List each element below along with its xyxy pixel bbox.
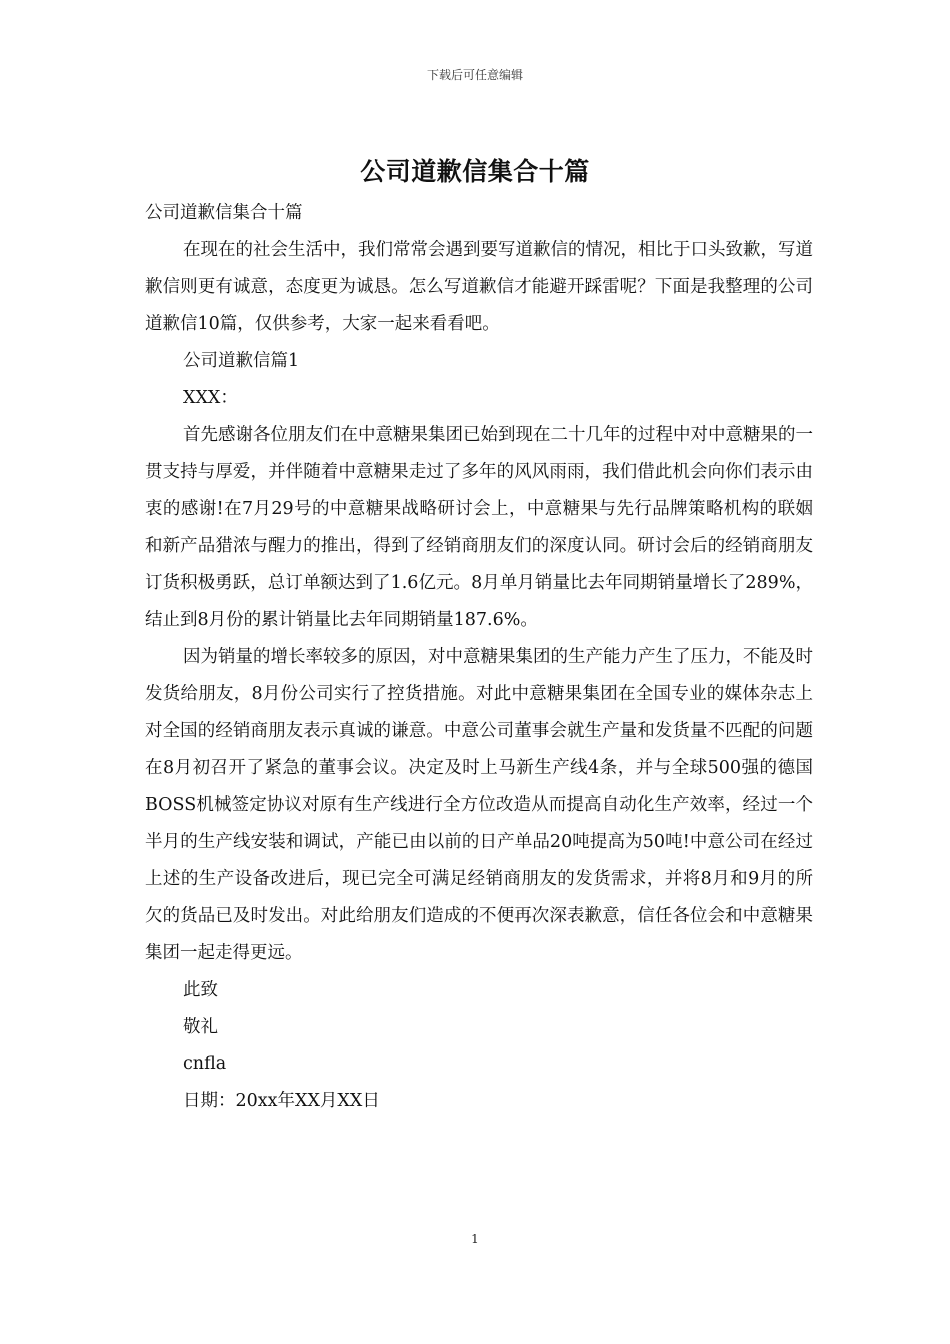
section-heading: 公司道歉信篇1 — [183, 351, 300, 371]
closing-line-1: 此致 — [183, 980, 218, 1000]
header-note: 下载后可任意编辑 — [426, 68, 523, 82]
signature: cnfla — [183, 1054, 227, 1074]
body-paragraph-1: 首先感谢各位朋友们在中意糖果集团已始到现在二十几年的过程中对中意糖果的一贯支持与厚爱，并伴随着中意糖果走过了多年的风风雨雨，我们借此机会向你们表示由衷的感谢!在7月29号的中意糖果战略研讨会上，中意糖果与先行品牌策略机构的联姻和新产品猎浓与醒力的推出，得到了经销商朋友们的深度认同。研讨会后的经销商朋友订货积极勇跃，总订单额达到了1.6亿元。8月单月销量比去年同期销量增长了289%，结止到8月份的累计销量比去年同期销量187.6%。 — [145, 425, 813, 630]
document-body — [145, 195, 813, 1120]
document-title: 公司道歉信集合十篇 — [360, 157, 590, 186]
intro-paragraph: 在现在的社会生活中，我们常常会遇到要写道歉信的情况，相比于口头致歉，写道歉信则更有诚意，态度更为诚恳。怎么写道歉信才能避开踩雷呢？下面是我整理的公司道歉信10篇，仅供参考，大家一起来看看吧。 — [145, 240, 813, 334]
date-line: 日期：20xx年XX月XX日 — [183, 1091, 380, 1111]
salutation: XXX： — [183, 388, 238, 408]
closing-line-2: 敬礼 — [183, 1017, 218, 1037]
body-paragraph-2: 因为销量的增长率较多的原因，对中意糖果集团的生产能力产生了压力，不能及时发货给朋友，8月份公司实行了控货措施。对此中意糖果集团在全国专业的媒体杂志上对全国的经销商朋友表示真诚的谦意。中意公司董事会就生产量和发货量不匹配的问题在8月初召开了紧急的董事会议。决定及时上马新生产线4条，并与全球500强的德国BOSS机械签定协议对原有生产线进行全方位改造从而提高自动化生产效率，经过一个半月的生产线安装和调试，产能已由以前的日产单品20吨提高为50吨!中意公司在经过上述的生产设备改进后，现已完全可满足经销商朋友的发货需求，并将8月和9月的所欠的货品已及时发出。对此给朋友们造成的不便再次深表歉意，信任各位会和中意糖果集团一起走得更远。 — [145, 647, 813, 963]
document-subtitle: 公司道歉信集合十篇 — [145, 203, 303, 223]
page-number: 1 — [471, 1232, 479, 1246]
